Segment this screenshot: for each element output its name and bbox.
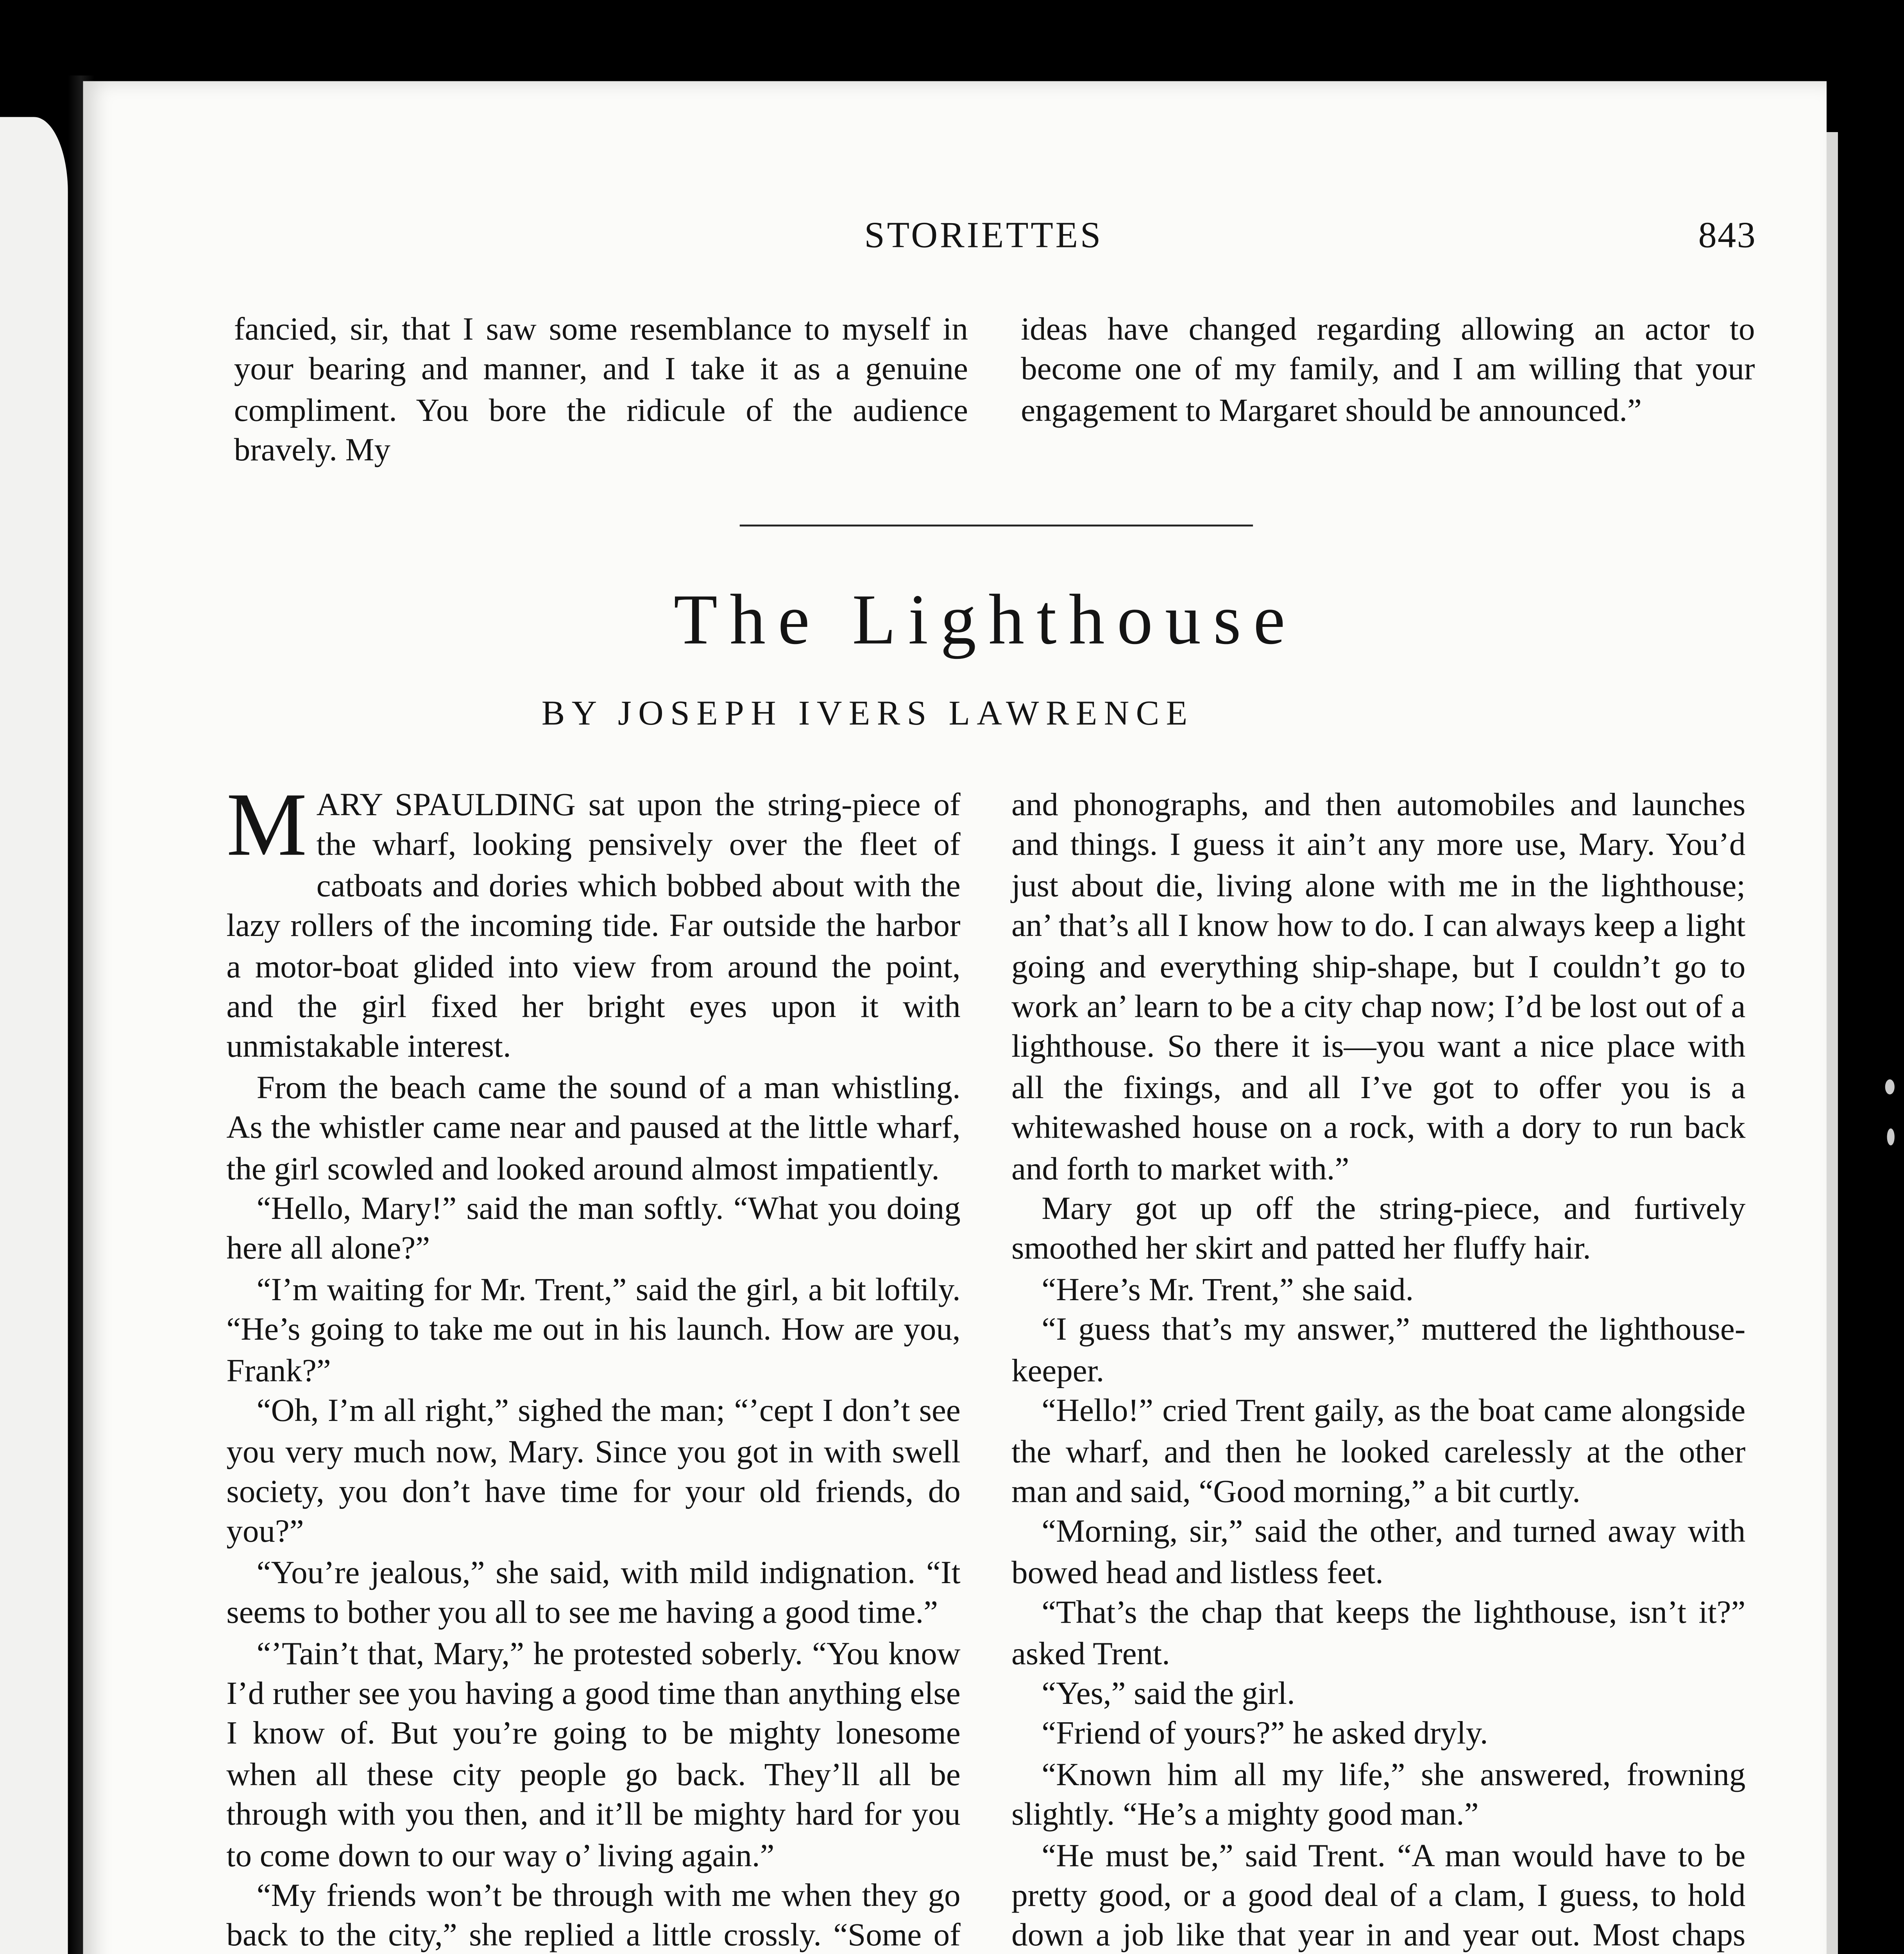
- story-left-column: [226, 775, 961, 1954]
- story-title: The Lighthouse: [673, 581, 1297, 660]
- story-right-column: [1011, 785, 1745, 1954]
- facing-page-edge: [0, 117, 68, 1954]
- story-paragraph: and phonographs, and then automobiles and launches and things. I guess it ain’t any more use, Mary. You’d just about die, living alone with me in the lighthouse; an’ that’s all I know how to do. I can always keep a light going and everything ship-shape, but I couldn’t go to work an’ learn to be a city chap now; I’d be lost out of a lighthouse. So there it is—you want a nice place with all the fixings, and all I’ve got to offer you is a whitewashed house on a rock, with a dory to run back and forth to market with.”: [1011, 787, 1746, 1186]
- story-paragraph: “Friend of yours?” he asked dryly.: [1041, 1716, 1488, 1752]
- running-head: STORIETTES: [864, 217, 1103, 257]
- section-divider-rule: [740, 524, 1253, 526]
- story-paragraph: M ARY SPAULDING sat upon the string-piece of the wharf, looking pensively over the fleet of catboats and dories which bobbed about with the lazy rollers of the incoming tide. Far outside the harbor a motor-boat glided into view from around the point, and the girl fixed her bright eyes upon it with unmistakable interest.: [226, 775, 961, 1065]
- story-paragraph: From the beach came the sound of a man whistling. As the whistler came near and paused at the little wharf, the girl scowled and looked around almost impatiently.: [226, 1070, 961, 1186]
- story-paragraph: “He must be,” said Trent. “A man would have to be pretty good, or a good deal of a clam, I guess, to hold down a job like that year in and year out. Most chaps: [1011, 1837, 1746, 1954]
- story-paragraph: “Morning, sir,” said the other, and turned away with bowed head and listless feet.: [1011, 1514, 1746, 1591]
- story-paragraph: “Known him all my life,” she answered, frowning slightly. “He’s a mighty good man.”: [1011, 1756, 1746, 1833]
- story-paragraph: “Oh, I’m all right,” sighed the man; “’cept I don’t see you very much now, Mary. Since you got in with swell society, you don’t have time for your old friends, do you?”: [226, 1392, 961, 1550]
- story-paragraph: “I guess that’s my answer,” muttered the lighthouse-keeper.: [1011, 1312, 1746, 1389]
- story-paragraph: “Yes,” said the girl.: [1041, 1675, 1295, 1712]
- story-paragraph: “That’s the chap that keeps the lighthouse, isn’t it?” asked Trent.: [1011, 1594, 1746, 1671]
- story-paragraph: “I’m waiting for Mr. Trent,” said the girl, a bit loftily. “He’s going to take me out in his launch. How are you, Frank?”: [226, 1271, 961, 1389]
- story-paragraph: Mary got up off the string-piece, and furtively smoothed her skirt and patted her fluffy hair.: [1011, 1191, 1746, 1267]
- drop-cap: M: [226, 775, 307, 876]
- scan-speck: [1887, 1128, 1895, 1145]
- page-number: 843: [1698, 217, 1757, 257]
- scan-speck: [1885, 1079, 1895, 1095]
- previous-story-paragraph-left: fancied, sir, that I saw some resemblance to myself in your bearing and manner, and I take it as a genuine compliment. You bore the ridicule of the audience bravely. My: [234, 311, 968, 469]
- story-paragraph: “Hello!” cried Trent gaily, as the boat came alongside the wharf, and then he looked carelessly at the other man and said, “Good morning,” a bit curtly.: [1011, 1392, 1746, 1510]
- story-paragraph: “My friends won’t be through with me when they go back to the city,” she replied a little crossly. “Some of: [226, 1877, 961, 1954]
- page-edge-shadow: [1827, 132, 1838, 1954]
- previous-story-paragraph-right: ideas have changed regarding allowing an actor to become one of my family, and I am willing that your engagement to Margaret should be announced.”: [1021, 311, 1755, 428]
- story-paragraph: “Here’s Mr. Trent,” she said.: [1041, 1271, 1414, 1308]
- previous-story-left-column: [234, 310, 968, 471]
- story-byline: BY JOSEPH IVERS LAWRENCE: [541, 696, 1194, 734]
- story-paragraph: “’Tain’t that, Mary,” he protested soberly. “You know I’d ruther see you having a good time than anything else I know of. But you’re going to be mighty lonesome when all these city people go back. They’ll all be through with you then, and it’ll be mighty hard for you to come down to our way o’ living again.”: [226, 1635, 961, 1873]
- story-paragraph: “You’re jealous,” she said, with mild indignation. “It seems to bother you all to see me having a good time.”: [226, 1554, 961, 1631]
- story-paragraph: “Hello, Mary!” said the man softly. “What you doing here all alone?”: [226, 1191, 961, 1267]
- previous-story-right-column: [1021, 310, 1755, 431]
